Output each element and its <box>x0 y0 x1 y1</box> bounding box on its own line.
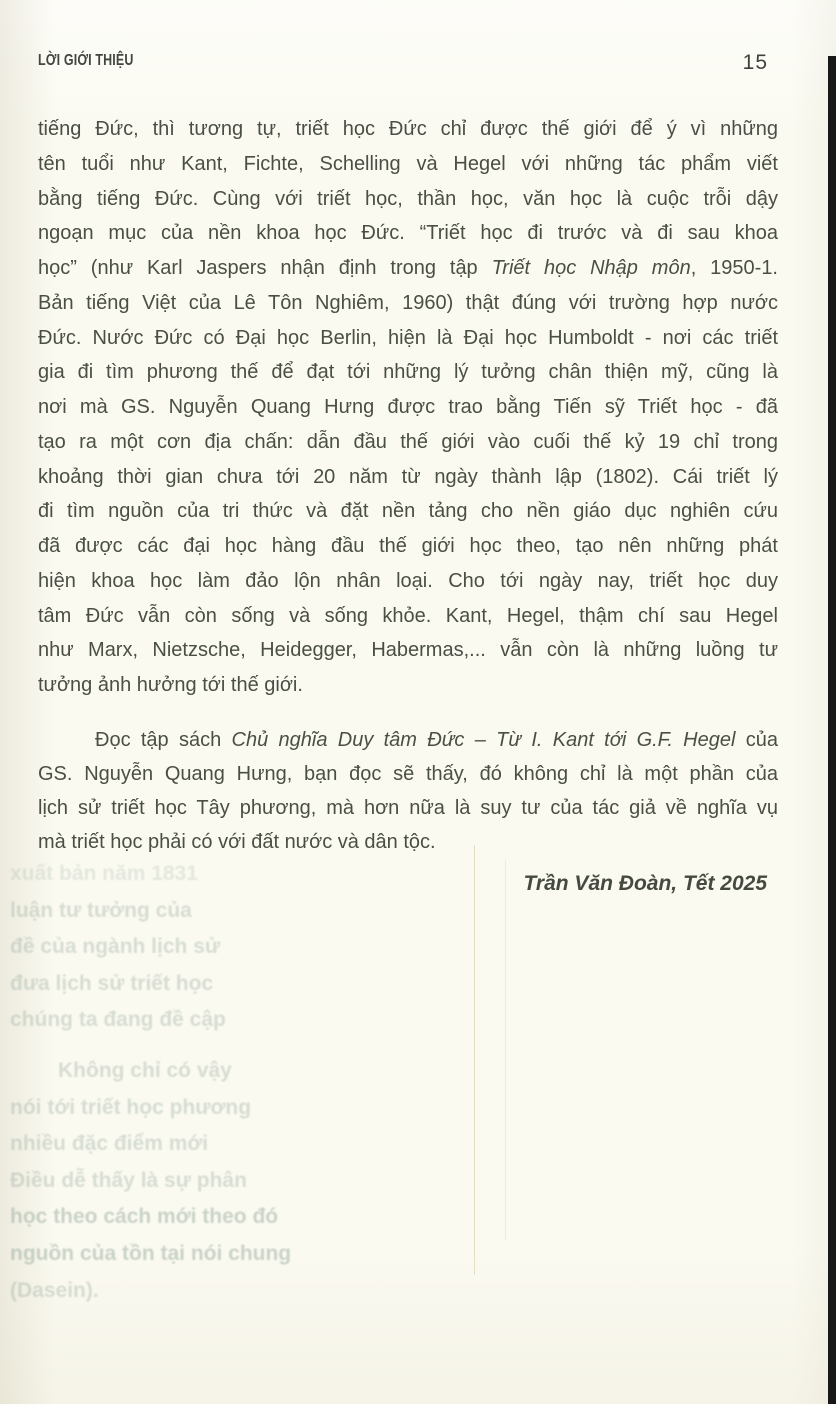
body-line <box>38 321 778 356</box>
page-header <box>38 52 778 74</box>
body-line <box>38 147 778 182</box>
body-line <box>38 564 778 599</box>
ghost-bleedthrough-line: Không chỉ có vậy <box>58 1058 232 1082</box>
body-line <box>38 425 778 460</box>
text-segment: GS. Nguyễn Quang Hưng, bạn đọc sẽ thấy, đó không chỉ là một phần của <box>38 762 778 785</box>
body-line <box>38 599 778 634</box>
text-segment: tên tuổi như Kant, Fichte, Schelling và Hegel với những tác phẩm viết <box>38 152 778 175</box>
body-line <box>38 757 778 791</box>
scan-streak-artifact <box>474 845 475 1275</box>
text-segment: học” (như Karl Jaspers nhận định trong tập <box>38 257 492 279</box>
body-line <box>38 460 778 495</box>
text-segment: bằng tiếng Đức. Cùng với triết học, thần học, văn học là cuộc trỗi dậy <box>38 187 778 210</box>
bleedthrough-text-block <box>10 856 766 1309</box>
ghost-bleedthrough-line: (Dasein). <box>10 1278 99 1302</box>
ghost-bleedthrough-line: đề của ngành lịch sử <box>10 935 221 959</box>
body-line <box>38 633 778 668</box>
text-segment: tâm Đức vẫn còn sống và sống khỏe. Kant, Hegel, thậm chí sau Hegel <box>38 604 778 627</box>
italic-text-segment: Chủ nghĩa Duy tâm Đức – Từ I. Kant tới G.F. Hegel <box>231 728 736 751</box>
text-segment: đã được các đại học hàng đầu thế giới học theo, tạo nên những phát <box>38 535 778 557</box>
body-line <box>38 529 778 564</box>
body-line <box>38 182 778 217</box>
text-segment: nơi mà GS. Nguyễn Quang Hưng được trao bằng Tiến sỹ Triết học - đã <box>38 396 778 418</box>
text-segment: Bản tiếng Việt của Lê Tôn Nghiêm, 1960) thật đúng với trường hợp nước <box>38 291 778 314</box>
text-segment: đi tìm nguồn của tri thức và đặt nền tảng cho nền giáo dục nghiên cứu <box>38 500 778 523</box>
body-line <box>38 286 778 321</box>
body-line <box>38 723 778 757</box>
ghost-bleedthrough-line: xuất bản năm 1831 <box>10 862 198 885</box>
text-segment: mà triết học phải có với đất nước và dân tộc. <box>38 831 436 854</box>
text-segment: của <box>735 728 778 751</box>
scan-streak-artifact <box>505 860 506 1240</box>
page-edge-black-bar <box>828 56 836 1404</box>
text-segment: Đọc tập sách <box>95 728 232 751</box>
body-line <box>38 668 778 703</box>
ghost-bleedthrough-line: Điều dễ thấy là sự phân <box>10 1168 247 1192</box>
ghost-bleedthrough-line: đưa lịch sử triết học <box>10 971 214 995</box>
body-line <box>38 791 778 825</box>
paragraph-1 <box>38 112 778 703</box>
author-signature: Trần Văn Đoàn, Tết 2025 <box>523 871 767 895</box>
text-segment: lịch sử triết học Tây phương, mà hơn nữa là suy tư của tác giả về nghĩa vụ <box>38 797 778 820</box>
paragraph-2 <box>38 723 778 860</box>
body-line <box>38 494 778 529</box>
text-segment: như Marx, Nietzsche, Heidegger, Habermas,... vẫn còn là những luồng tư <box>38 639 778 662</box>
text-segment: tạo ra một cơn địa chấn: dẫn đầu thế giới vào cuối thế kỷ 19 chỉ trong <box>38 430 778 453</box>
text-segment: hiện khoa học làm đảo lộn nhân loại. Cho tới ngày nay, triết học duy <box>38 569 778 592</box>
ghost-bleedthrough-line: chúng ta đang đề cập <box>10 1008 226 1032</box>
ghost-bleedthrough-line: nguồn của tồn tại nói chung <box>10 1241 292 1265</box>
body-line <box>38 390 778 425</box>
ghost-bleedthrough-line: học theo cách mới theo đó <box>10 1205 279 1229</box>
body-line <box>38 112 778 147</box>
body-line <box>38 355 778 390</box>
body-line <box>38 825 778 859</box>
text-segment: gia đi tìm phương thế để đạt tới những lý tưởng chân thiện mỹ, cũng là <box>38 361 778 384</box>
text-segment: khoảng thời gian chưa tới 20 năm từ ngày thành lập (1802). Cái triết lý <box>38 465 778 488</box>
page-number: 15 <box>742 51 768 74</box>
text-segment: ngoạn mục của nền khoa học Đức. “Triết học đi trước và đi sau khoa <box>38 222 778 245</box>
ghost-bleedthrough-line: nhiều đặc điểm mới <box>10 1132 209 1156</box>
text-segment: Đức. Nước Đức có Đại học Berlin, hiện là Đại học Humboldt - nơi các triết <box>38 326 778 349</box>
body-text <box>38 112 778 899</box>
ghost-bleedthrough-line: luận tư tưởng của <box>10 898 192 922</box>
body-line <box>38 216 778 251</box>
text-segment: tiếng Đức, thì tương tự, triết học Đức chỉ được thế giới để ý vì những <box>38 118 778 140</box>
ghost-bleedthrough-line: nói tới triết học phương <box>10 1095 252 1119</box>
italic-text-segment: Triết học Nhập môn <box>491 257 691 279</box>
text-segment: , 1950-1. <box>690 257 778 279</box>
running-head-title: LỜI GIỚI THIỆU <box>38 52 134 69</box>
text-segment: tưởng ảnh hưởng tới thế giới. <box>38 674 303 696</box>
body-line <box>38 251 778 286</box>
